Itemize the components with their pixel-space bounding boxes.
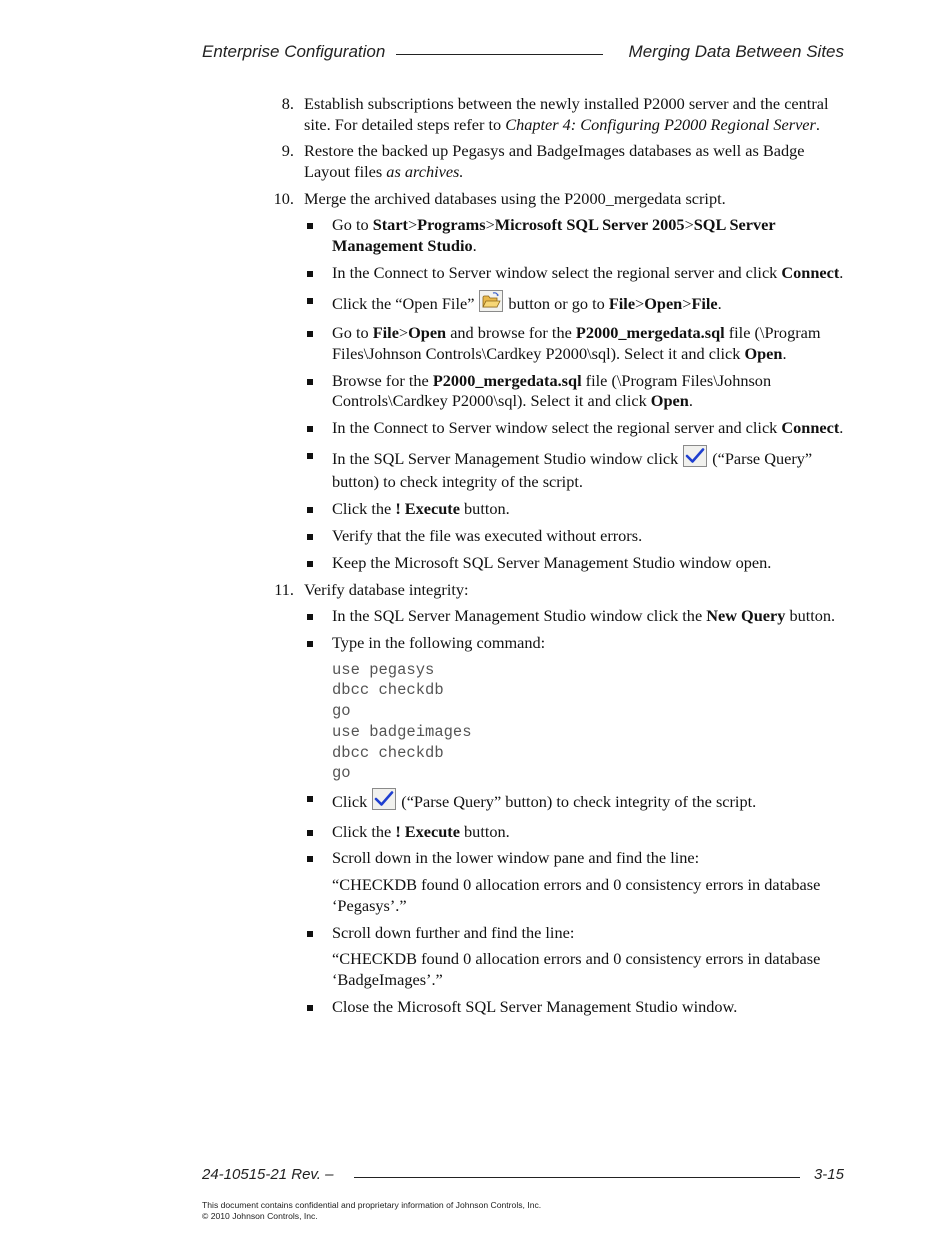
copyright-notice: © 2010 Johnson Controls, Inc. <box>202 1210 318 1221</box>
page-footer <box>202 1166 844 1188</box>
header-chapter-title: Merging Data Between Sites <box>628 42 844 61</box>
step-number: 9. <box>281 141 294 161</box>
step-text: Verify database integrity: <box>304 579 469 599</box>
list-item: Click (“Parse Query” button) to check integrity of the script. <box>304 788 845 816</box>
step-10-bullets <box>304 215 845 573</box>
open-file-folder-icon <box>479 290 503 318</box>
script-filename: P2000_mergedata.sql <box>432 370 582 390</box>
list-item: Go to File>Open and browse for the P2000_mergedata.sql file (\Program Files\Johnson Controls\Cardkey P2000\sql). Select it and click Open. <box>304 323 845 364</box>
bullet-marker <box>307 426 313 432</box>
menu-path-programs: Programs <box>417 215 486 235</box>
connect-button-label: Connect <box>781 418 840 438</box>
bullet-marker <box>307 641 313 647</box>
expected-output-line: “CHECKDB found 0 allocation errors and 0 consistency errors in database ‘Pegasys’.” <box>332 875 821 915</box>
menu-path-ssms: SQL Server Management Studio <box>332 215 776 255</box>
list-item: Browse for the P2000_mergedata.sql file (\Program Files\Johnson Controls\Cardkey P2000\sql). Select it and click Open. <box>304 371 845 412</box>
bullet-marker <box>307 331 313 337</box>
execute-button-label: ! Execute <box>395 821 460 841</box>
list-item: Go to Start>Programs>Microsoft SQL Server 2005>SQL Server Management Studio. <box>304 215 845 256</box>
list-item: Verify that the file was executed without errors. <box>304 526 845 547</box>
legal-notice <box>202 1200 802 1221</box>
bullet-marker <box>307 298 313 304</box>
list-item: In the SQL Server Management Studio window click (“Parse Query” button) to check integrity of the script. <box>304 445 845 493</box>
header-section-title: Enterprise Configuration <box>202 42 386 61</box>
script-filename: P2000_mergedata.sql <box>575 323 725 343</box>
list-item: Keep the Microsoft SQL Server Management Studio window open. <box>304 553 845 574</box>
menu-path-sql-server: Microsoft SQL Server 2005 <box>494 215 685 235</box>
step-emphasis: as archives. <box>386 161 464 181</box>
sql-command-block: use pegasys dbcc checkdb go use badgeimages dbcc checkdb go <box>332 660 472 783</box>
step-11-bullets <box>304 606 845 1017</box>
page-header <box>202 42 844 68</box>
list-item: In the SQL Server Management Studio window click the New Query button. <box>304 606 845 627</box>
list-item: Scroll down in the lower window pane and find the line: <box>304 848 845 869</box>
header-rule <box>396 54 603 55</box>
step-11 <box>270 580 845 1018</box>
list-item: In the Connect to Server window select the regional server and click Connect. <box>304 263 845 284</box>
list-item: Type in the following command: <box>304 633 845 654</box>
list-item: In the Connect to Server window select the regional server and click Connect. <box>304 418 845 439</box>
step-text: Establish subscriptions between the newly installed P2000 server and the central site. For detailed steps refer to <box>304 94 829 134</box>
step-9 <box>270 141 845 182</box>
connect-button-label: Connect <box>781 262 840 282</box>
footer-rule <box>354 1177 800 1178</box>
step-10 <box>270 189 845 574</box>
list-item: Close the Microsoft SQL Server Management Studio window. <box>304 997 845 1018</box>
bullet-marker <box>307 223 313 229</box>
page-number: 3-15 <box>813 1166 844 1183</box>
step-number: 11. <box>274 579 294 599</box>
bullet-marker <box>307 534 313 540</box>
step-text: Restore the backed up Pegasys and BadgeImages databases as well as Badge Layout files <box>304 141 805 181</box>
chapter-reference: Chapter 4: Configuring P2000 Regional Server <box>505 114 816 134</box>
bullet-marker <box>307 379 313 385</box>
bullet-marker <box>307 830 313 836</box>
procedure-content <box>270 94 845 1024</box>
list-item: Click the ! Execute button. <box>304 822 845 843</box>
execute-button-label: ! Execute <box>395 499 460 519</box>
bullet-marker <box>307 507 313 513</box>
parse-query-checkmark-icon <box>372 788 396 816</box>
document-number: 24-10515-21 Rev. – <box>202 1166 334 1183</box>
list-item: Click the “Open File” button or go to File>Open>File. <box>304 290 845 318</box>
bullet-marker <box>307 1005 313 1011</box>
confidentiality-notice: This document contains confidential and proprietary information of Johnson Controls, Inc. <box>202 1200 542 1210</box>
list-item: Click the ! Execute button. <box>304 499 845 520</box>
bullet-marker <box>307 614 313 620</box>
list-item: Scroll down further and find the line: <box>304 923 845 944</box>
menu-path-start: Start <box>372 215 408 235</box>
step-number: 8. <box>281 94 294 113</box>
parse-query-checkmark-icon <box>683 445 707 473</box>
step-text: Merge the archived databases using the P2000_mergedata script. <box>304 188 726 208</box>
bullet-marker <box>307 271 313 277</box>
step-number: 10. <box>273 188 294 208</box>
bullet-marker <box>307 856 313 862</box>
bullet-marker <box>307 931 313 937</box>
step-8: 8. Establish subscriptions between the newly installed P2000 server and the central site. For detailed steps refer to Chapter 4: Configuring P2000 Regional Server. <box>270 94 845 135</box>
bullet-marker <box>307 453 313 459</box>
expected-output-line: “CHECKDB found 0 allocation errors and 0 consistency errors in database ‘BadgeImages’.” <box>332 949 821 989</box>
bullet-marker <box>307 796 313 802</box>
new-query-button-label: New Query <box>706 606 786 626</box>
bullet-marker <box>307 561 313 567</box>
